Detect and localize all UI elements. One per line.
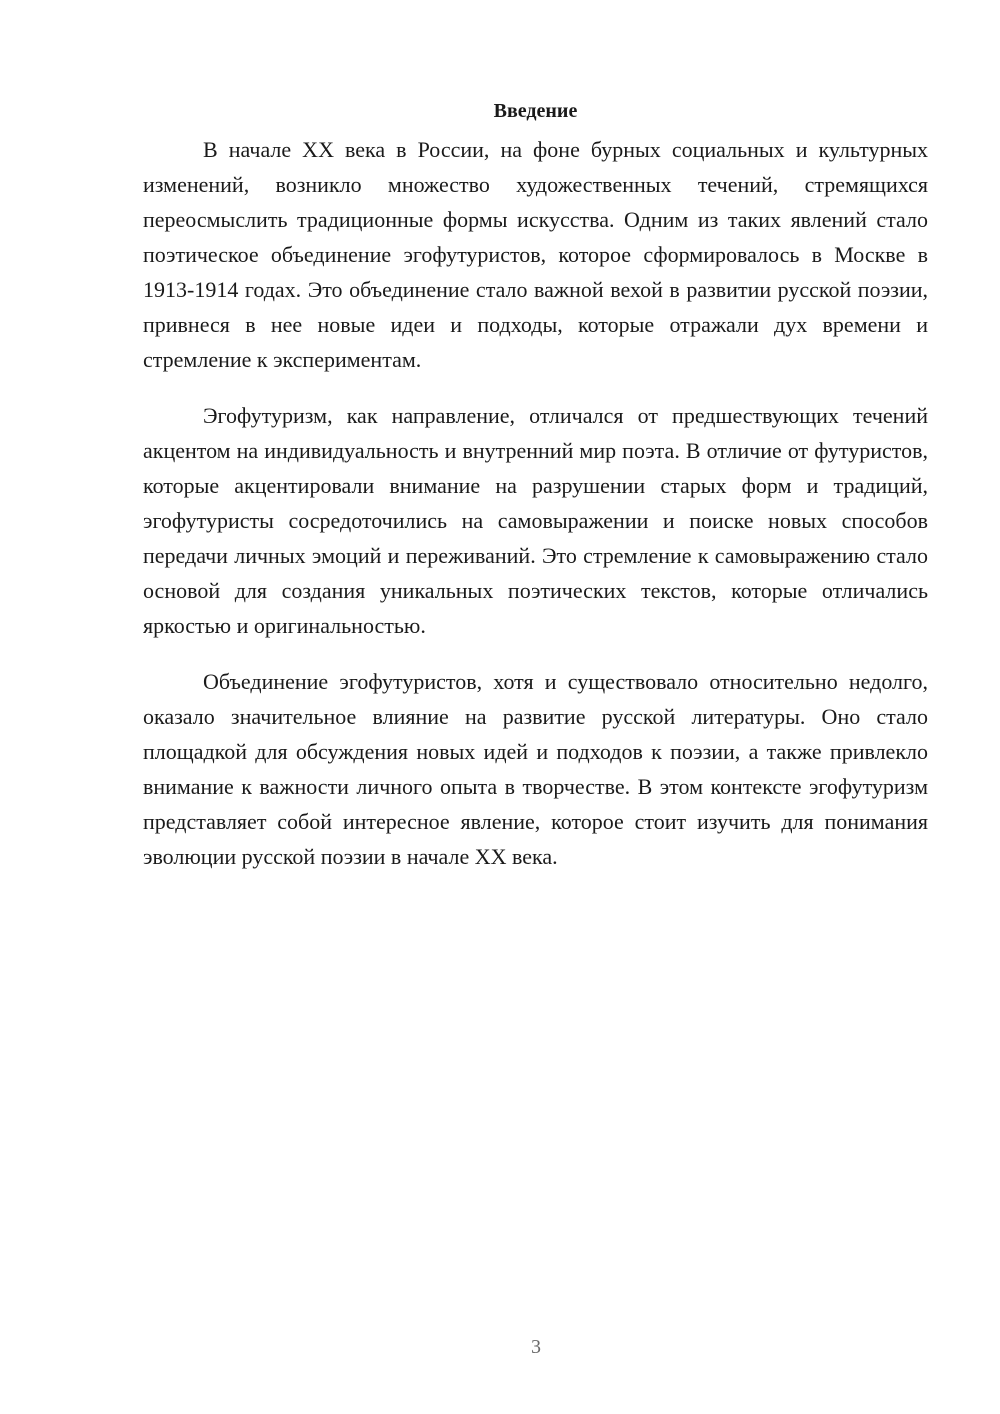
page-content bbox=[143, 96, 928, 895]
paragraph-2: Эгофутуризм, как направление, отличался от предшествующих течений акцентом на индивидуальность и внутренний мир поэта. В отличие от футуристов, которые акцентировали внимание на разрушении старых форм и традиций, эгофутуристы сосредоточились на самовыражении и поиске новых способов передачи личных эмоций и переживаний. Это стремление к самовыражению стало основой для создания уникальных поэтических текстов, которые отличались яркостью и оригинальностью. bbox=[143, 403, 928, 638]
paragraph-3: Объединение эгофутуристов, хотя и существовало относительно недолго, оказало значительное влияние на развитие русской литературы. Оно стало площадкой для обсуждения новых идей и подходов к поэзии, а также привлекло внимание к важности личного опыта в творчестве. В этом контексте эгофутуризм представляет собой интересное явление, которое стоит изучить для понимания эволюции русской поэзии в начале XX века. bbox=[143, 669, 928, 869]
paragraph-1: В начале XX века в России, на фоне бурных социальных и культурных изменений, возникло множество художественных течений, стремящихся переосмыслить традиционные формы искусства. Одним из таких явлений стало поэтическое объединение эгофутуристов, которое сформировалось в Москве в 1913-1914 годах. Это объединение стало важной вехой в развитии русской поэзии, привнеся в нее новые идеи и подходы, которые отражали дух времени и стремление к экспериментам. bbox=[143, 137, 928, 372]
section-title: Введение bbox=[493, 100, 578, 122]
page-number: 3 bbox=[531, 1336, 541, 1358]
